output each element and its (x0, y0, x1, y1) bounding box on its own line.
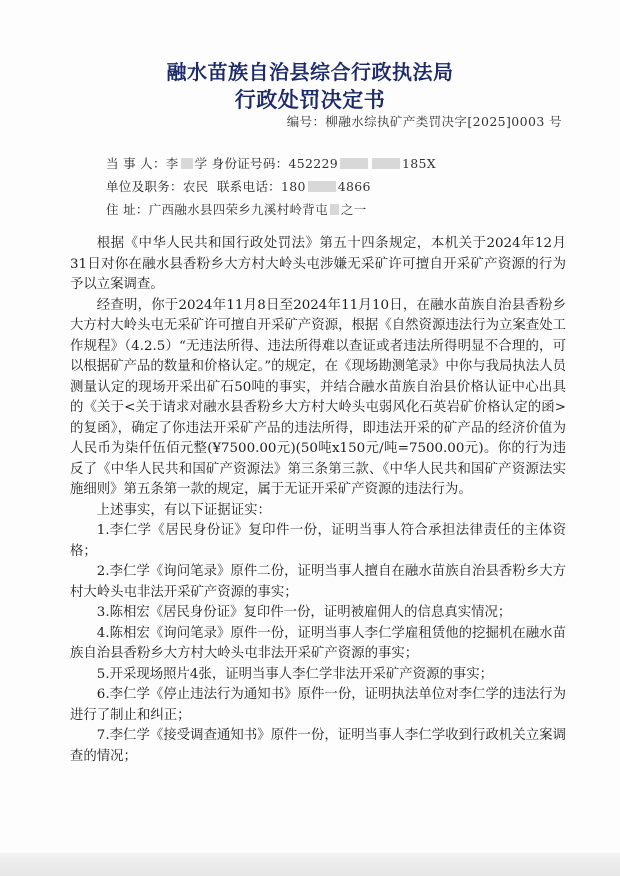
evidence-item: 4.陈相宏《询问笔录》原件一份，证明当事人李仁学雇租赁他的挖掘机在融水苗族自治县香粉乡大方村大岭头屯非法开采矿产资源的事实； (70, 625, 566, 661)
phone-label: 联系电话： (216, 179, 281, 194)
name-part2: 学 (194, 156, 208, 171)
evidence-item: 7.李仁学《接受调查通知书》原件一份，证明当事人李仁学收到行政机关立案调查的情况； (70, 728, 566, 764)
page-bottom-shadow (0, 853, 620, 876)
decision-body (70, 234, 566, 767)
phone-part1: 180 (280, 179, 306, 194)
id-label: 身份证号码： (211, 156, 289, 171)
job-label: 单位及职务： (106, 179, 183, 194)
name-part1: 李 (165, 156, 179, 171)
evidence-intro: 上述事实，有以下证据证实： (96, 502, 271, 518)
case-filing-paragraph: 根据《中华人民共和国行政处罚法》第五十四条规定，本机关于2024年12月31日对你在融水县香粉乡大方村大岭头屯涉嫌无采矿许可擅自开采矿产资源的行为予以立案调查。 (70, 236, 566, 292)
document-title: 行政处罚决定书 (234, 88, 386, 112)
name-label: 当 事 人： (106, 156, 166, 171)
address-part2: 之一 (340, 202, 367, 217)
redaction-mark (330, 204, 339, 215)
id-part2: 185X (402, 156, 436, 171)
evidence-item: 2.李仁学《询问笔录》原件二份，证明当事人擅自在融水苗族自治县香粉乡大方村大岭头屯非法开采矿产资源的事实； (70, 564, 566, 600)
phone-part2: 4866 (337, 179, 371, 194)
address-part1: 广西融水县四荣乡九溪村岭背屯 (148, 202, 328, 217)
evidence-item: 3.陈相宏《居民身份证》复印件一份，证明被雇佣人的信息真实情况； (96, 605, 512, 620)
redaction-mark (308, 181, 336, 192)
party-line-name-id (106, 154, 436, 172)
evidence-item: 6.李仁学《停止违法行为通知书》原件一份，证明执法单位对李仁学的违法行为进行了制止和纠正； (70, 687, 566, 723)
party-line-job-phone (106, 177, 371, 195)
evidence-item: 5.开采现场照片4张，证明当事人李仁学非法开采矿产资源的事实； (96, 666, 494, 682)
document-number: 编号：柳融水综执矿产类罚决字[2025]0003 号 (286, 114, 562, 129)
job-value: 农民 (182, 179, 209, 194)
party-line-address (106, 200, 367, 218)
redaction-mark (372, 158, 400, 169)
redaction-mark (340, 158, 368, 169)
findings-paragraph: 经查明，你于2024年11月8日至2024年11月10日，在融水苗族自治县香粉乡大方村大岭头屯无采矿许可擅自开采矿产资源，根据《自然资源违法行为立案查处工作规程》（4.2.5）“无违法所得、违法所得难以查证或者违法所得明显不合理的，可以根据矿产品的数量和价格认定。”的规定，在《现场勘测笔录》中你与我局执法人员测量认定的现场开采出矿石50吨的事实，并结合融水苗族自治县价格认证中心出具的《关于<关于请求对融水县香粉乡大方村大岭头屯弱风化石英岩矿价格认定的函>的复函》，确定了你违法开采矿产品的违法所得，即违法开采的矿产品的经济价值为人民币为柒仟伍佰元整(¥7500.00元)(50吨x150元/吨=7500.00元)。你的行为违反了《中华人民共和国矿产资源法》第三条第三款、《中华人民共和国矿产资源法实施细则》第五条第一款的规定，属于无证开采矿产资源的违法行为。 (70, 297, 566, 497)
issuing-organization: 融水苗族自治县综合行政执法局 (166, 60, 454, 84)
evidence-item: 1.李仁学《居民身份证》复印件一份，证明当事人符合承担法律责任的主体资格； (70, 523, 566, 559)
redaction-mark (181, 158, 193, 169)
address-label: 住 址： (106, 202, 149, 217)
id-part1: 452229 (288, 156, 338, 171)
